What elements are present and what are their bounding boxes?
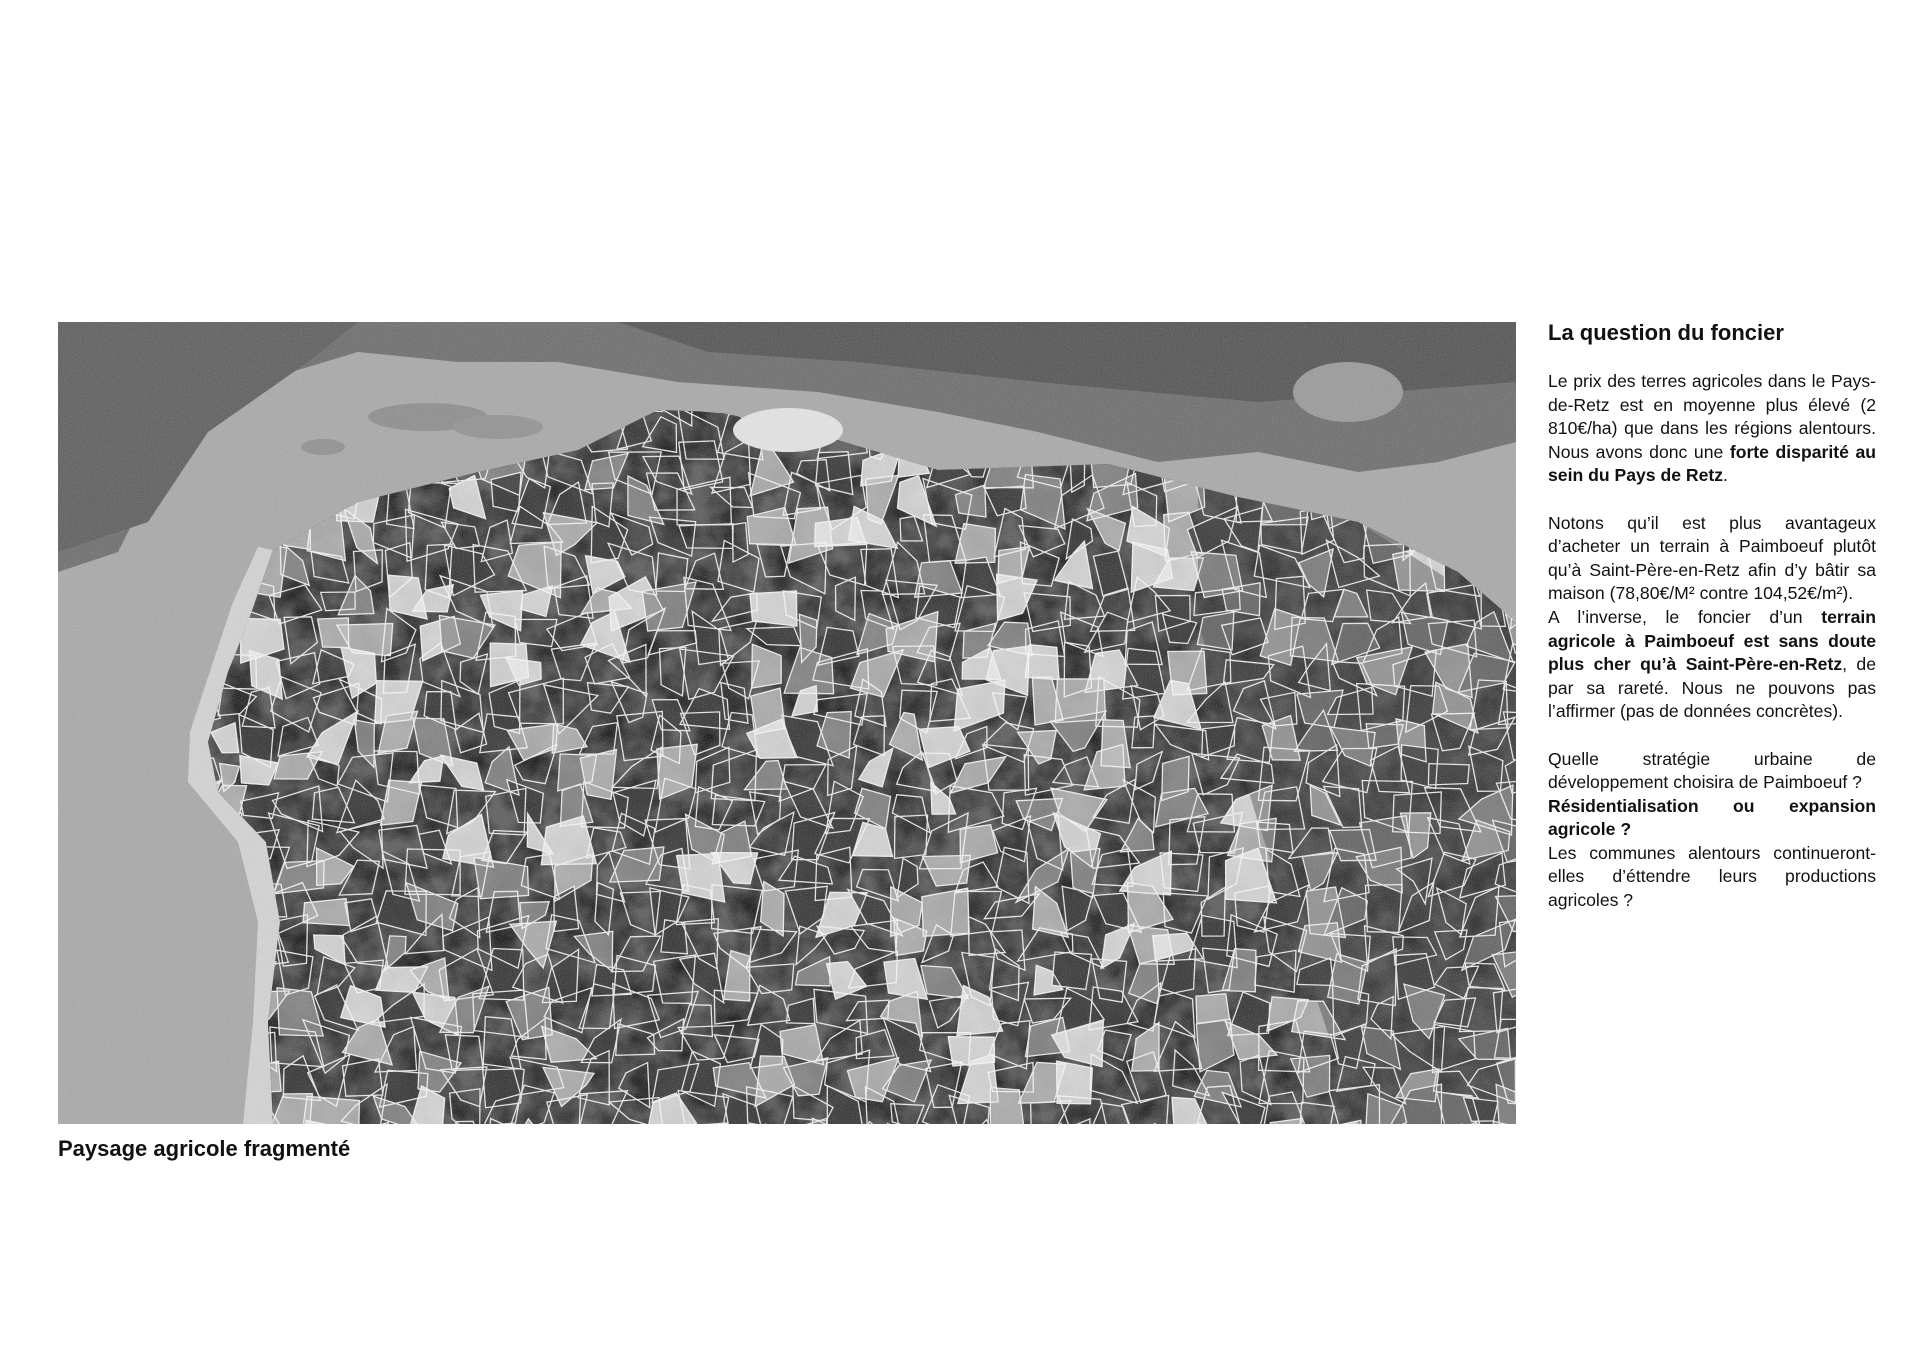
paragraph-strategy-choice bbox=[1548, 795, 1876, 842]
paragraph-agricultural-end: , de par sa rareté. Nous ne pouvons pas l’affirmer (pas de données concrètes). bbox=[1548, 654, 1876, 722]
section-title: La question du foncier bbox=[1548, 320, 1784, 345]
aerial-map-illustration bbox=[58, 322, 1516, 1124]
paragraph-gap bbox=[1548, 488, 1876, 512]
paragraph-gap bbox=[1548, 724, 1876, 748]
paragraph-comparison bbox=[1548, 512, 1876, 606]
paragraph-price bbox=[1548, 370, 1876, 488]
paragraph-agricultural-emphasis: terrain agricole à Paimboeuf est sans doute plus cher qu’à Saint-Père-en-Retz bbox=[1548, 606, 1876, 675]
paragraph-communes-question bbox=[1548, 842, 1876, 913]
text-sidebar bbox=[1548, 318, 1876, 913]
map-caption: Paysage agricole fragmenté bbox=[58, 1136, 351, 1161]
paragraph-agricultural-land bbox=[1548, 606, 1876, 724]
paragraph-price-end: . bbox=[1723, 465, 1728, 486]
paragraph-agricultural-text: A l’inverse, le foncier d’un bbox=[1548, 606, 1822, 627]
aerial-map-image bbox=[58, 322, 1516, 1124]
communes-question-text: Les communes alentours continueront-elles d’éttendre leurs productions agricoles ? bbox=[1548, 842, 1876, 911]
strategy-choice-emphasis: Résidentialisation ou expansion agricole ? bbox=[1548, 795, 1876, 840]
paragraph-price-text: Le prix des terres agricoles dans le Pays-de-Retz est en moyenne plus élevé (2 810€/ha) que dans les régions alentours. Nous avons donc une bbox=[1548, 371, 1876, 462]
strategy-question-text: Quelle stratégie urbaine de développement choisira de Paimboeuf ? bbox=[1548, 748, 1876, 793]
paragraph-strategy-question bbox=[1548, 748, 1876, 795]
paragraph-comparison-text: Notons qu’il est plus avantageux d’acheter un terrain à Paimboeuf plutôt qu’à Saint-Père-en-Retz afin d’y bâtir sa maison (78,80€/M² contre 104,52€/m²). bbox=[1548, 512, 1876, 604]
paragraph-price-emphasis: forte disparité au sein du Pays de Retz bbox=[1548, 441, 1876, 486]
